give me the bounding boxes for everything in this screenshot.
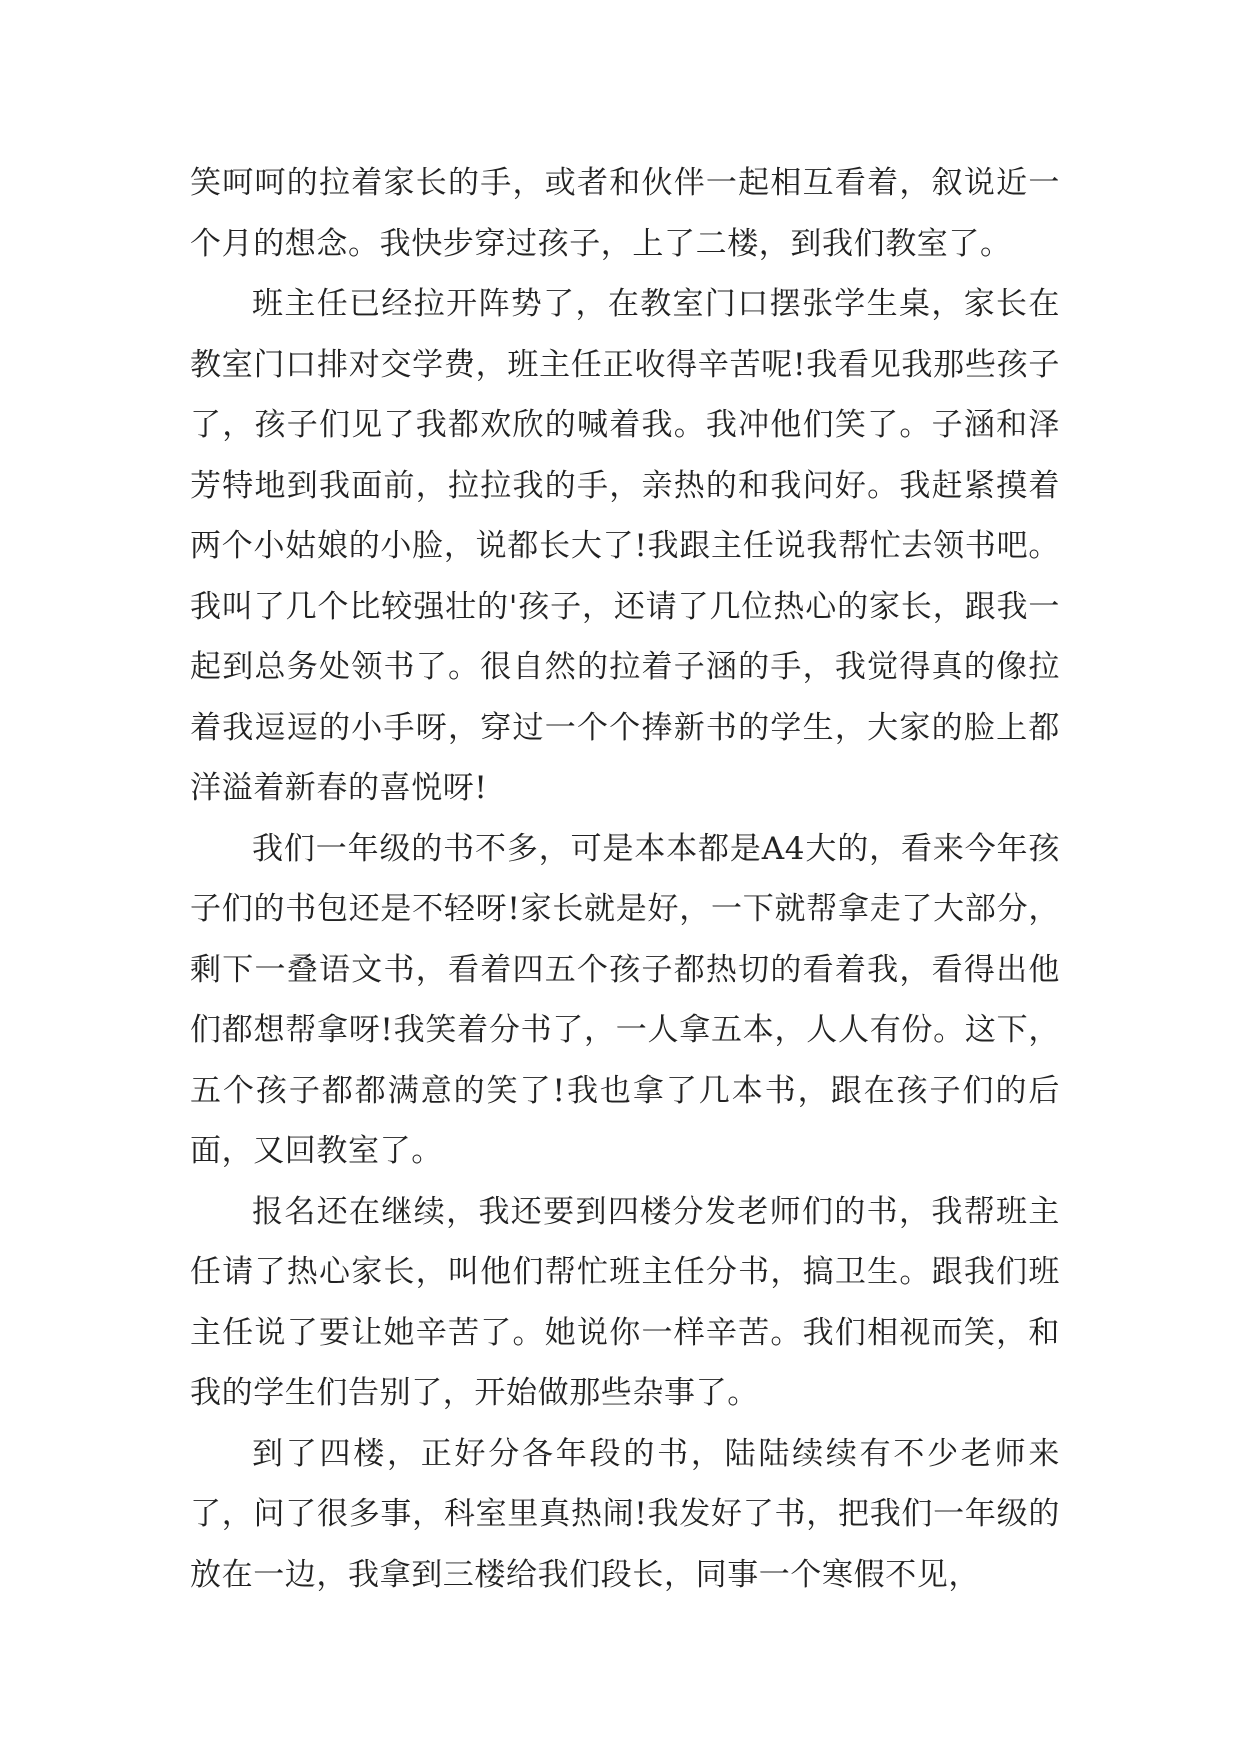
paragraph-2: 班主任已经拉开阵势了，在教室门口摆张学生桌，家长在教室门口排对交学费，班主任正收得辛苦呢!我看见我那些孩子了，孩子们见了我都欢欣的喊着我。我冲他们笑了。子涵和泽芳特地到我面前，拉拉我的手，亲热的和我问好。我赶紧摸着两个小姑娘的小脸，说都长大了!我跟主任说我帮忙去领书吧。我叫了几个比较强壮的'孩子，还请了几位热心的家长，跟我一起到总务处领书了。很自然的拉着子涵的手，我觉得真的像拉着我逗逗的小手呀，穿过一个个捧新书的学生，大家的脸上都洋溢着新春的喜悦呀! xyxy=(190,286,1060,806)
paragraph-5: 到了四楼，正好分各年段的书，陆陆续续有不少老师来了，问了很多事，科室里真热闹!我发好了书，把我们一年级的放在一边，我拿到三楼给我们段长，同事一个寒假不见， xyxy=(190,1435,1060,1593)
paragraph-3: 我们一年级的书不多，可是本本都是A4大的，看来今年孩子们的书包还是不轻呀!家长就是好，一下就帮拿走了大部分，剩下一叠语文书，看着四五个孩子都热切的看着我，看得出他们都想帮拿呀!我笑着分书了，一人拿五本，人人有份。这下，五个孩子都都满意的笑了!我也拿了几本书，跟在孩子们的后面，又回教室了。 xyxy=(190,830,1060,1169)
paragraph-1: 笑呵呵的拉着家长的手，或者和伙伴一起相互看着，叙说近一个月的想念。我快步穿过孩子，上了二楼，到我们教室了。 xyxy=(190,165,1060,262)
document-body xyxy=(190,153,1060,1605)
paragraph-4: 报名还在继续，我还要到四楼分发老师们的书，我帮班主任请了热心家长，叫他们帮忙班主任分书，搞卫生。跟我们班主任说了要让她辛苦了。她说你一样辛苦。我们相视而笑，和我的学生们告别了，开始做那些杂事了。 xyxy=(190,1193,1060,1411)
